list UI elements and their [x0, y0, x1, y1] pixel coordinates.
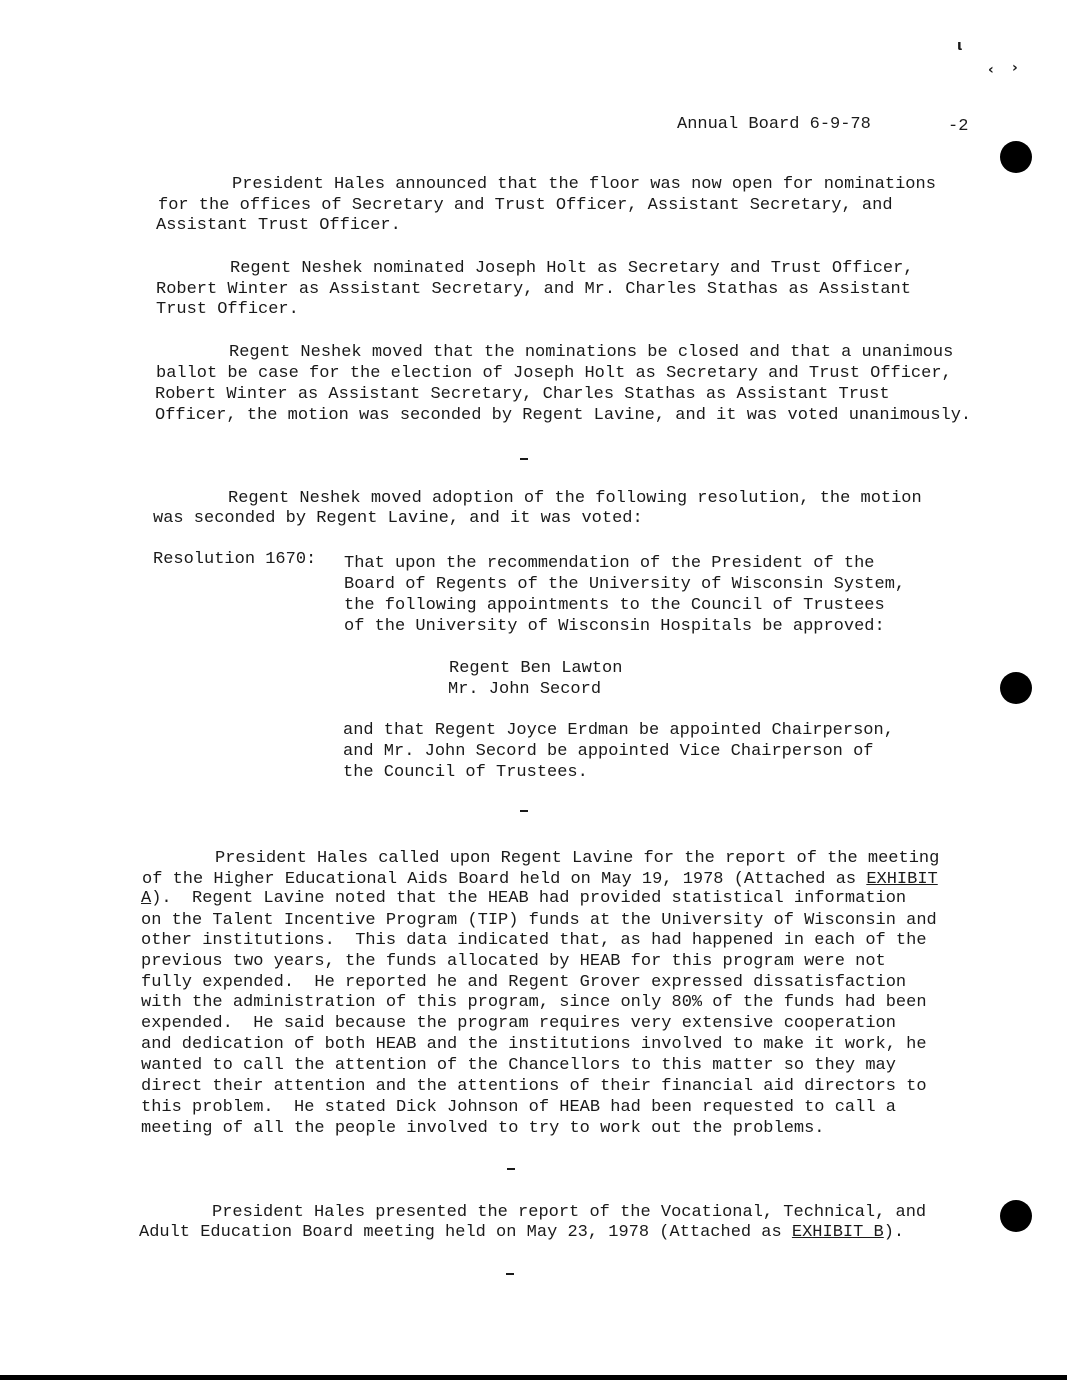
para5-line: meeting of all the people involved to try to work out the problems. — [141, 1119, 825, 1138]
scan-edge — [0, 1375, 1067, 1380]
corner-mark: › — [1012, 60, 1018, 76]
corner-mark: ‹ — [988, 62, 994, 78]
resolution-label: Resolution 1670: — [153, 550, 317, 569]
para3-line: Officer, the motion was seconded by Regent Lavine, and it was voted unanimously. — [155, 406, 972, 425]
appointee: Regent Ben Lawton — [449, 659, 623, 678]
para5-line: on the Talent Incentive Program (TIP) funds at the University of Wisconsin and — [141, 911, 937, 930]
para4-line: was seconded by Regent Lavine, and it was voted: — [153, 509, 643, 528]
para6-line: President Hales presented the report of the Vocational, Technical, and — [212, 1203, 927, 1222]
resolution-line: the following appointments to the Council of Trustees — [344, 596, 885, 615]
para4-line: Regent Neshek moved adoption of the following resolution, the motion — [228, 489, 922, 508]
section-divider — [506, 1273, 514, 1275]
resolution-closing-line: and Mr. John Secord be appointed Vice Chairperson of — [343, 742, 874, 761]
header-title: Annual Board 6-9-78 — [677, 115, 871, 134]
para3-line: Robert Winter as Assistant Secretary, Charles Stathas as Assistant Trust — [155, 385, 890, 404]
para3-line: Regent Neshek moved that the nominations be closed and that a unanimous — [229, 343, 954, 362]
para5-line: with the administration of this program, since only 80% of the funds had been — [141, 993, 927, 1012]
para2-line: Trust Officer. — [156, 300, 299, 319]
resolution-line: That upon the recommendation of the President of the — [344, 554, 875, 573]
para5-line: President Hales called upon Regent Lavine for the report of the meeting — [215, 849, 940, 868]
resolution-closing-line: the Council of Trustees. — [343, 763, 588, 782]
para5-line: this problem. He stated Dick Johnson of HEAB had been requested to call a — [141, 1098, 896, 1117]
section-divider — [507, 1168, 515, 1170]
para1-line: for the offices of Secretary and Trust Officer, Assistant Secretary, and — [158, 196, 893, 215]
resolution-line: of the University of Wisconsin Hospitals be approved: — [344, 617, 885, 636]
para5-line: direct their attention and the attentions of their financial aid directors to — [141, 1077, 927, 1096]
para5-line — [141, 889, 906, 910]
section-divider — [520, 810, 528, 812]
punch-hole-icon — [1000, 672, 1032, 704]
para6-text: ). — [883, 1223, 905, 1242]
punch-hole-icon — [1000, 1200, 1032, 1232]
punch-hole-icon — [1000, 141, 1032, 173]
para5-line: other institutions. This data indicated that, as had happened in each of the — [141, 931, 927, 950]
resolution-line: Board of Regents of the University of Wisconsin System, — [344, 575, 906, 594]
para1-line: Assistant Trust Officer. — [156, 216, 401, 235]
para2-line: Regent Neshek nominated Joseph Holt as Secretary and Trust Officer, — [230, 259, 914, 278]
para6-text: Adult Education Board meeting held on May 23, 1978 (Attached as — [139, 1223, 792, 1242]
para6-line — [139, 1223, 904, 1244]
exhibit-b-reference: EXHIBIT B — [791, 1223, 884, 1242]
para3-line: ballot be case for the election of Joseph Holt as Secretary and Trust Officer, — [156, 364, 952, 383]
resolution-closing-line: and that Regent Joyce Erdman be appointed Chairperson, — [343, 721, 894, 740]
para5-line — [142, 870, 938, 891]
para5-line: wanted to call the attention of the Chancellors to this matter so they may — [141, 1056, 896, 1075]
para5-line: fully expended. He reported he and Regent Grover expressed dissatisfaction — [141, 973, 907, 992]
para5-line: and dedication of both HEAB and the institutions involved to make it work, he — [141, 1035, 927, 1054]
para5-text: of the Higher Educational Aids Board held on May 19, 1978 (Attached as — [142, 870, 867, 889]
appointee: Mr. John Secord — [448, 680, 602, 699]
para5-text: ). Regent Lavine noted that the HEAB had provided statistical information — [151, 889, 907, 908]
para1-line: President Hales announced that the floor was now open for nominations — [232, 175, 936, 194]
section-divider — [520, 458, 528, 460]
page-number: -2 — [948, 117, 969, 136]
para2-line: Robert Winter as Assistant Secretary, and Mr. Charles Stathas as Assistant — [156, 280, 911, 299]
para5-line: previous two years, the funds allocated by HEAB for this program were not — [141, 952, 886, 971]
para5-line: expended. He said because the program requires very extensive cooperation — [141, 1014, 896, 1033]
exhibit-a-reference: EXHIBIT — [866, 870, 938, 889]
corner-mark: ι — [957, 38, 963, 54]
exhibit-a-reference: A — [141, 889, 152, 908]
